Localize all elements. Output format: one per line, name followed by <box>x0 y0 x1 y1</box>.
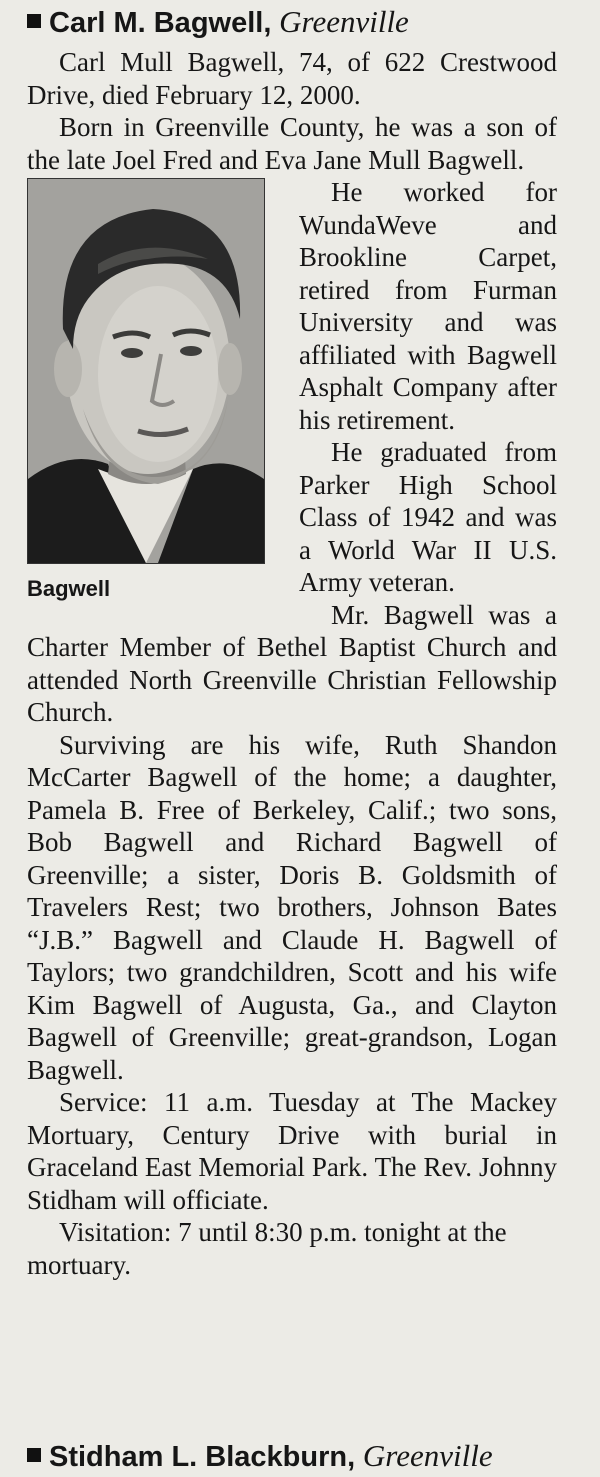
next-decedent-name: Stidham L. Blackburn, <box>49 1441 356 1473</box>
paragraph-service: Service: 11 a.m. Tuesday at The Mackey Mortuary, Century Drive with burial in Graceland East Memorial Park. The Rev. Johnny Stidham will officiate. <box>27 1087 557 1215</box>
paragraph-survivors: Surviving are his wife, Ruth Shandon McCarter Bagwell of the home; a daughter, Pamela B. Free of Berkeley, Calif.; two sons, Bob Bagwell and Richard Bagwell of Greenville; a sister, Doris B. Goldsmith of Travelers Rest; two brothers, Johnson Bates “J.B.” Bagwell and Claude H. Bagwell of Taylors; two grandchildren, Scott and his wife Kim Bagwell of Augusta, Ga., and Clayton Bagwell of Greenville; great-grandson, Logan Bagwell. <box>27 729 557 1085</box>
paragraph-death-notice: Carl Mull Bagwell, 74, of 622 Crestwood Drive, died February 12, 2000. <box>27 47 557 110</box>
square-bullet-icon <box>27 1448 41 1462</box>
portrait-block <box>27 178 279 610</box>
portrait-photo <box>27 178 265 564</box>
next-decedent-city: Greenville <box>362 1438 493 1473</box>
decedent-name: Carl M. Bagwell, <box>49 7 272 39</box>
paragraph-birth: Born in Greenville County, he was a son of the late Joel Fred and Eva Jane Mull Bagwell. <box>27 112 557 175</box>
obituary-header <box>27 2 409 43</box>
paragraph-education-service: He graduated from Parker High School Class of 1942 and was a World War II U.S. Army veteran. <box>299 437 557 597</box>
decedent-city: Greenville <box>279 4 409 39</box>
obituary-body <box>27 46 557 1281</box>
square-bullet-icon <box>27 14 41 28</box>
next-obituary-header <box>27 1436 493 1477</box>
paragraph-visitation: Visitation: 7 until 8:30 p.m. tonight at the mortuary. <box>27 1217 507 1280</box>
paragraph-church: Mr. Bagwell was a Charter Member of Bethel Baptist Church and attended North Greenville Christian Fellowship Church. <box>27 599 557 727</box>
portrait-illustration <box>28 179 264 563</box>
paragraph-career: He worked for WundaWeve and Brookline Carpet, retired from Furman University and was affiliated with Bagwell Asphalt Company after his retirement. <box>299 177 557 435</box>
portrait-caption: Bagwell <box>27 576 111 601</box>
